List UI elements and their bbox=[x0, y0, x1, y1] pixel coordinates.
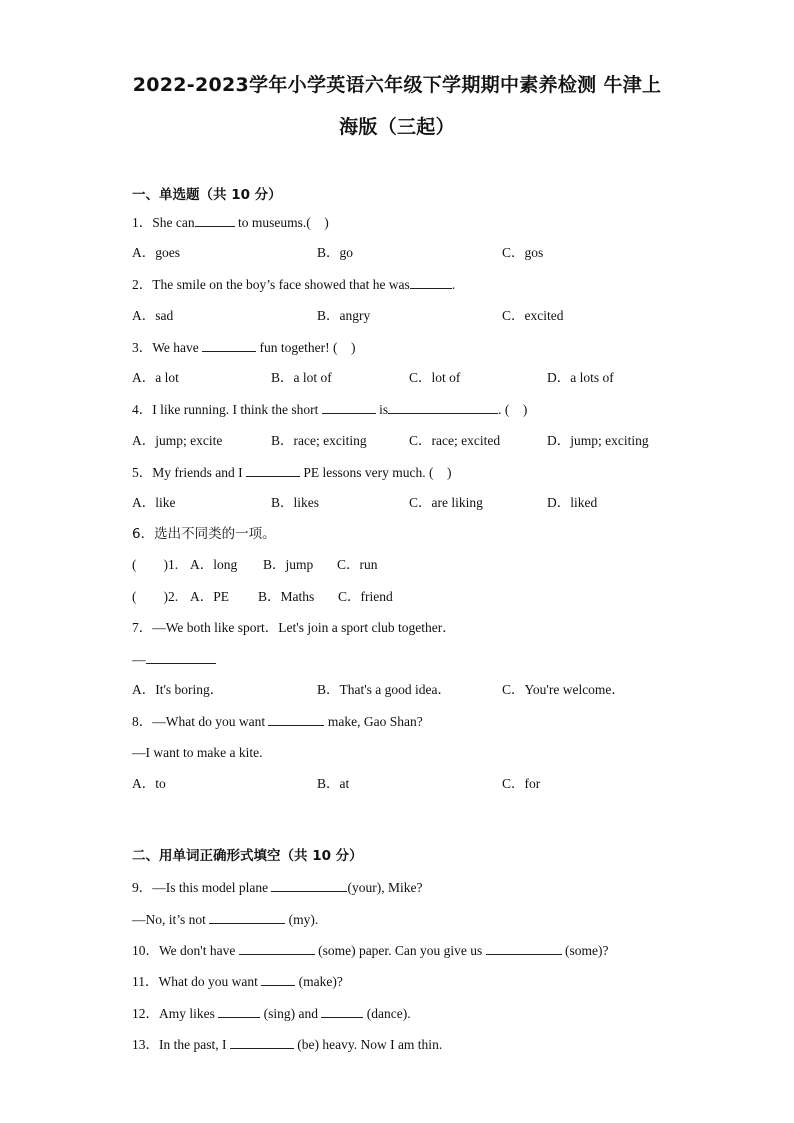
question-7-dash: — bbox=[132, 652, 146, 667]
answer-blank[interactable] bbox=[230, 1035, 294, 1049]
q1-option-a[interactable]: A．goes bbox=[132, 245, 180, 260]
q5-option-c[interactable]: C．are liking bbox=[409, 495, 483, 510]
answer-blank[interactable] bbox=[268, 712, 324, 726]
q2-option-a[interactable]: A．sad bbox=[132, 308, 174, 323]
question-11-text-after: (make)? bbox=[295, 974, 343, 989]
question-4-text-after: . ( ) bbox=[498, 402, 528, 417]
question-10-text-before: 10．We don't have bbox=[132, 943, 239, 958]
question-4 bbox=[132, 400, 527, 419]
q4-option-a[interactable]: A．jump; excite bbox=[132, 433, 223, 448]
question-5 bbox=[132, 463, 451, 482]
answer-blank[interactable] bbox=[321, 1004, 363, 1018]
title-line-2: 海版（三起） bbox=[339, 116, 455, 138]
answer-blank[interactable] bbox=[388, 400, 498, 414]
question-10-text-mid: (some) paper. Can you give us bbox=[314, 943, 486, 958]
answer-blank[interactable] bbox=[322, 400, 376, 414]
answer-blank[interactable] bbox=[218, 1004, 260, 1018]
q6-row1-option-b[interactable]: B．jump bbox=[263, 557, 314, 572]
question-4-text-mid: is bbox=[375, 402, 389, 417]
question-13-text-before: 13．In the past, I bbox=[132, 1037, 230, 1052]
q6-row2-paren[interactable]: ( )2. bbox=[132, 589, 179, 604]
q3-option-c[interactable]: C．lot of bbox=[409, 370, 461, 385]
question-13 bbox=[132, 1035, 442, 1054]
q8-option-a[interactable]: A．to bbox=[132, 776, 166, 791]
q6-row1-option-c[interactable]: C．run bbox=[337, 557, 378, 572]
question-5-text-before: 5．My friends and I bbox=[132, 465, 246, 480]
question-10-text-after: (some)? bbox=[561, 943, 609, 958]
question-8-text-after: make, Gao Shan? bbox=[324, 714, 423, 729]
question-9-reply bbox=[132, 910, 318, 929]
q3-option-b[interactable]: B．a lot of bbox=[271, 370, 332, 385]
question-13-text-after: (be) heavy. Now I am thin. bbox=[293, 1037, 443, 1052]
answer-blank[interactable] bbox=[239, 941, 315, 955]
question-1-text-before: 1．She can bbox=[132, 215, 195, 230]
answer-blank[interactable] bbox=[410, 275, 452, 289]
question-7-response bbox=[132, 650, 216, 669]
question-3 bbox=[132, 338, 355, 357]
question-11-text-before: 11．What do you want bbox=[132, 974, 262, 989]
question-7-prompt: 7．—We both like sport．Let's join a sport club together． bbox=[132, 620, 456, 635]
q1-option-c[interactable]: C．gos bbox=[502, 245, 544, 260]
q6-row2-option-b[interactable]: B．Maths bbox=[258, 589, 315, 604]
section-1-heading: 一、单选题（共 10 分） bbox=[132, 187, 282, 203]
q3-option-d[interactable]: D．a lots of bbox=[547, 370, 614, 385]
q2-option-c[interactable]: C．excited bbox=[502, 308, 564, 323]
q4-option-c[interactable]: C．race; excited bbox=[409, 433, 501, 448]
q7-option-c[interactable]: C．You're welcome． bbox=[502, 682, 625, 697]
q6-row2-option-a[interactable]: A．PE bbox=[190, 589, 230, 604]
question-12-text-before: 12．Amy likes bbox=[132, 1006, 219, 1021]
answer-blank[interactable] bbox=[202, 338, 256, 352]
q5-option-d[interactable]: D．liked bbox=[547, 495, 598, 510]
question-2-text-after: . bbox=[451, 277, 456, 292]
question-5-text-after: PE lessons very much. ( ) bbox=[299, 465, 452, 480]
question-1-text-after: to museums.( ) bbox=[234, 215, 329, 230]
question-4-text-before: 4．I like running. I think the short bbox=[132, 402, 322, 417]
q7-option-b[interactable]: B．That's a good idea． bbox=[317, 682, 452, 697]
answer-blank[interactable] bbox=[271, 878, 347, 892]
question-9-text-before: 9．—Is this model plane bbox=[132, 880, 272, 895]
question-1 bbox=[132, 213, 329, 232]
q6-row2-option-c[interactable]: C．friend bbox=[338, 589, 393, 604]
question-8-text-before: 8．—What do you want bbox=[132, 714, 269, 729]
title-line-1: 2022-2023学年小学英语六年级下学期期中素养检测 牛津上 bbox=[132, 74, 662, 96]
answer-blank[interactable] bbox=[261, 972, 295, 986]
q7-option-a[interactable]: A．It's boring． bbox=[132, 682, 224, 697]
question-12-text-mid: (sing) and bbox=[260, 1006, 322, 1021]
answer-blank[interactable] bbox=[146, 650, 216, 664]
question-9 bbox=[132, 878, 422, 897]
q4-option-b[interactable]: B．race; exciting bbox=[271, 433, 367, 448]
answer-blank[interactable] bbox=[209, 910, 285, 924]
question-12-text-after: (dance). bbox=[363, 1006, 411, 1021]
question-9-reply-before: —No, it’s not bbox=[132, 912, 210, 927]
question-3-text-after: fun together! ( ) bbox=[256, 340, 356, 355]
question-8 bbox=[132, 712, 423, 731]
section-2-heading: 二、用单词正确形式填空（共 10 分） bbox=[132, 848, 363, 864]
q5-option-a[interactable]: A．like bbox=[132, 495, 176, 510]
q6-row1-option-a[interactable]: A．long bbox=[190, 557, 238, 572]
question-9-text-after: (your), Mike? bbox=[347, 880, 423, 895]
q8-option-c[interactable]: C．for bbox=[502, 776, 541, 791]
answer-blank[interactable] bbox=[246, 463, 300, 477]
q4-option-d[interactable]: D．jump; exciting bbox=[547, 433, 649, 448]
question-12 bbox=[132, 1004, 411, 1023]
question-6-prompt: 6．选出不同类的一项。 bbox=[132, 526, 276, 542]
question-2 bbox=[132, 275, 455, 294]
answer-blank[interactable] bbox=[195, 213, 235, 227]
question-9-reply-after: (my). bbox=[285, 912, 319, 927]
question-10 bbox=[132, 941, 609, 960]
q1-option-b[interactable]: B．go bbox=[317, 245, 354, 260]
q8-option-b[interactable]: B．at bbox=[317, 776, 350, 791]
q3-option-a[interactable]: A．a lot bbox=[132, 370, 179, 385]
question-2-text-before: 2．The smile on the boy’s face showed that he was bbox=[132, 277, 410, 292]
question-8-reply: —I want to make a kite. bbox=[132, 745, 263, 760]
question-11 bbox=[132, 972, 343, 991]
q2-option-b[interactable]: B．angry bbox=[317, 308, 371, 323]
answer-blank[interactable] bbox=[486, 941, 562, 955]
q5-option-b[interactable]: B．likes bbox=[271, 495, 320, 510]
q6-row1-paren[interactable]: ( )1. bbox=[132, 557, 179, 572]
question-3-text-before: 3．We have bbox=[132, 340, 203, 355]
